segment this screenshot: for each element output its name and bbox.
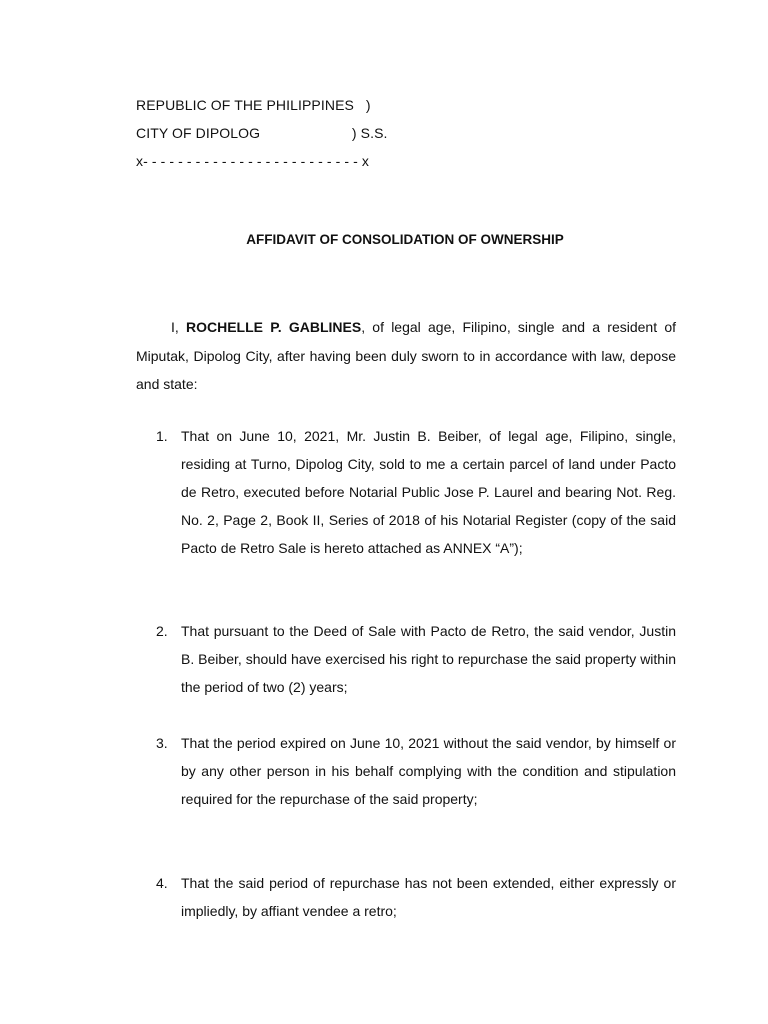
venue-republic: REPUBLIC OF THE PHILIPPINES ) [136, 97, 371, 113]
list-item [156, 869, 676, 925]
venue-separator: x- - - - - - - - - - - - - - - - - - - - - - - - - x [136, 153, 369, 169]
list-item [156, 617, 676, 701]
item-text: That pursuant to the Deed of Sale with Pacto de Retro, the said vendor, Justin B. Beiber, should have exercised his right to repurchase the said property within the period of two (2) years; [181, 623, 676, 695]
item-number: 1. [156, 428, 168, 444]
venue-city: CITY OF DIPOLOG ) S.S. [136, 125, 388, 141]
item-number: 3. [156, 735, 168, 751]
document-title: AFFIDAVIT OF CONSOLIDATION OF OWNERSHIP [246, 232, 564, 247]
item-text: That the period expired on June 10, 2021 without the said vendor, by himself or by any other person in his behalf complying with the condition and stipulation required for the repurchase of the said property; [181, 735, 676, 807]
item-text: That on June 10, 2021, Mr. Justin B. Beiber, of legal age, Filipino, single, residing at Turno, Dipolog City, sold to me a certain parcel of land under Pacto de Retro, executed before Notarial Public Jose P. Laurel and bearing Not. Reg. No. 2, Page 2, Book II, Series of 2018 of his Notarial Register (copy of the said Pacto de Retro Sale is hereto attached as ANNEX “A”); [181, 428, 676, 556]
item-number: 4. [156, 875, 168, 891]
list-item [156, 729, 676, 813]
item-text: That the said period of repurchase has not been extended, either expressly or impliedly, by affiant vendee a retro; [181, 875, 676, 919]
intro-prefix: I, [171, 319, 186, 335]
item-number: 2. [156, 623, 168, 639]
intro-paragraph [136, 313, 676, 399]
intro-rest: , of legal age, Filipino, single and a resident of Miputak, Dipolog City, after having been duly sworn to in accordance with law, depose and state: [136, 319, 676, 392]
affiant-name: ROCHELLE P. GABLINES [186, 319, 362, 335]
list-item [156, 422, 676, 562]
